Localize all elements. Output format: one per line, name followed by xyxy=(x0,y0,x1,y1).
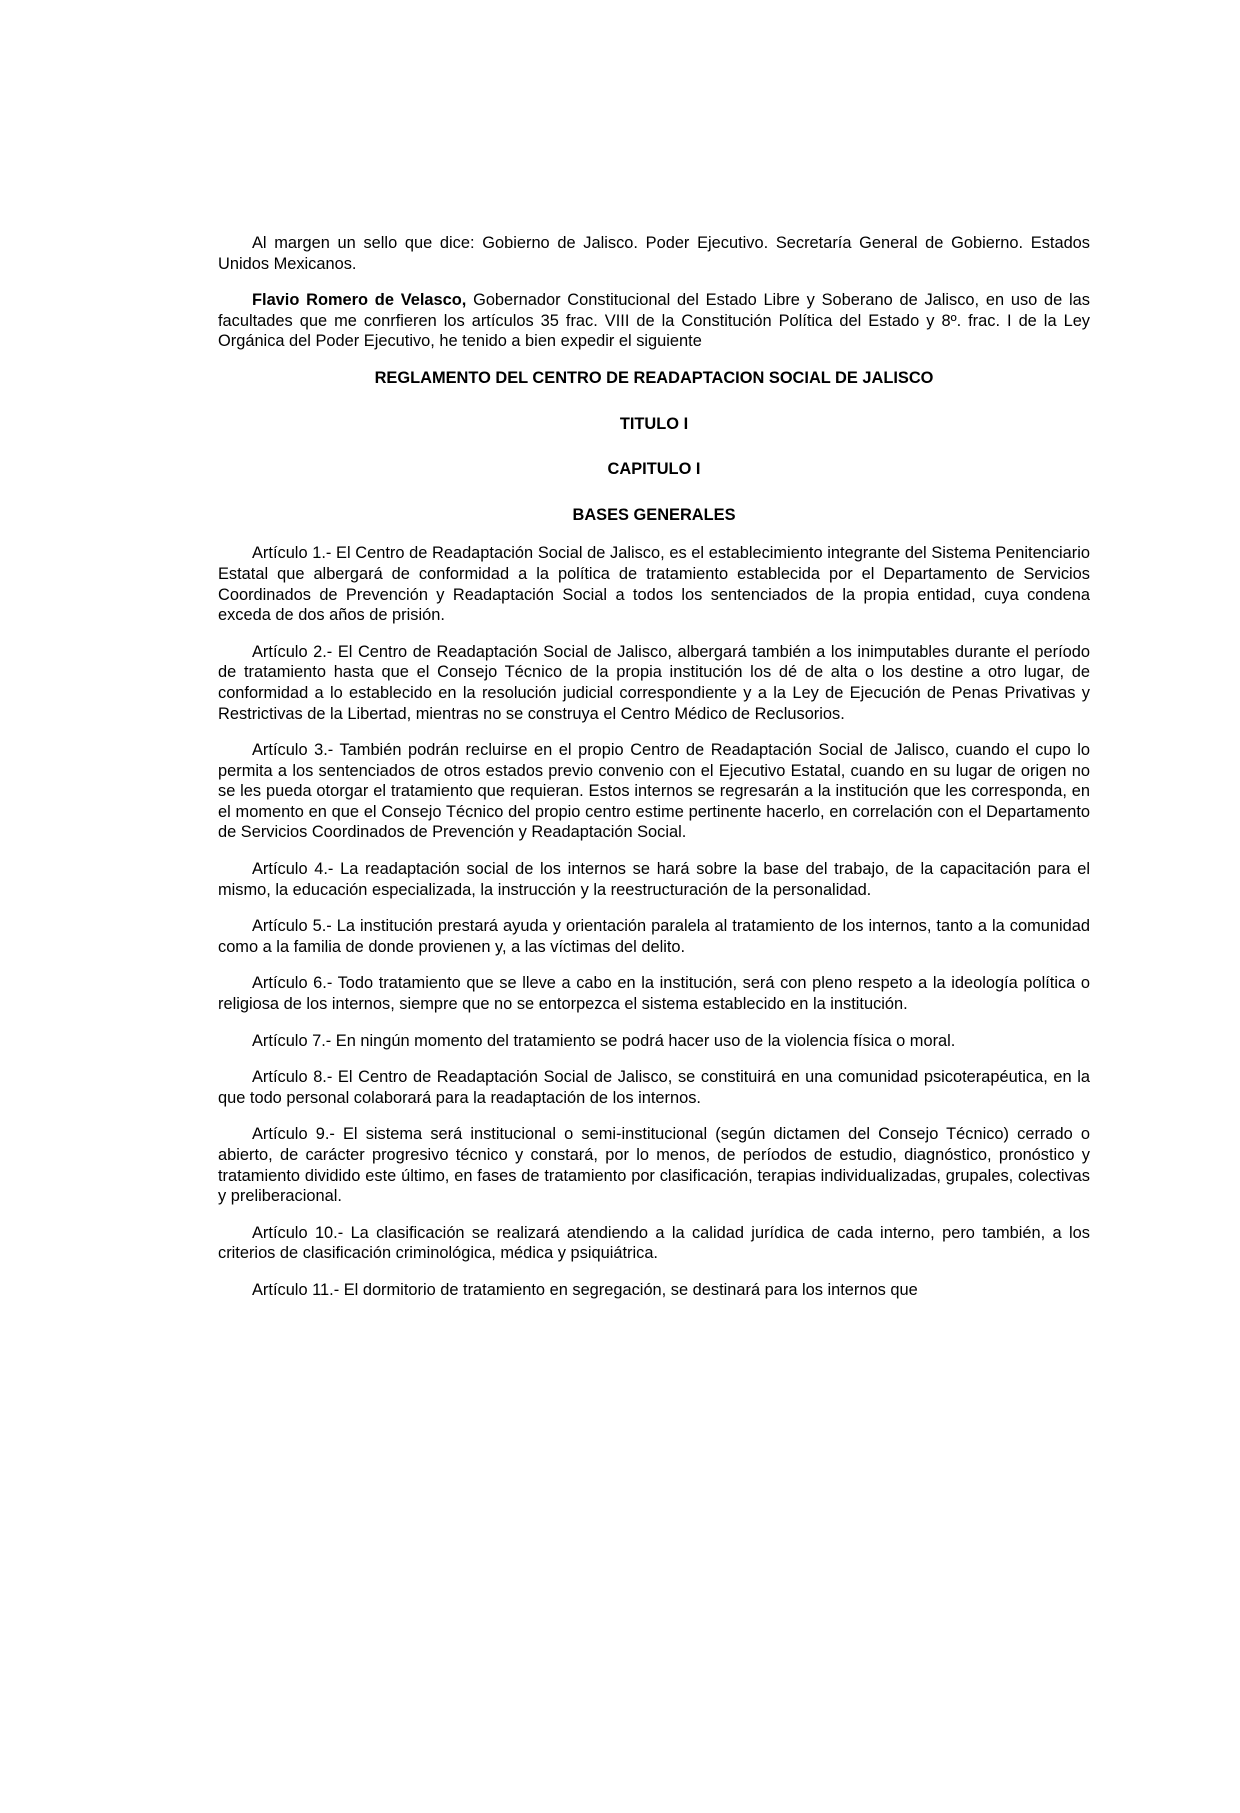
article-3: Artículo 3.- También podrán recluirse en el propio Centro de Readaptación Social de Jalisco, cuando el cupo lo permita a los sentenciados de otros estados previo convenio con el Ejecutivo Estatal, cuando en su lugar de origen no se les pueda otorgar el tratamiento que requieran. Estos internos se regresarán a la institución que les corresponda, en el momento en que el Consejo Técnico del propio centro estime pertinente hacerlo, en correlación con el Departamento de Servicios Coordinados de Prevención y Readaptación Social. xyxy=(218,741,1090,842)
article-4: Artículo 4.- La readaptación social de los internos se hará sobre la base del trabajo, de la capacitación para el mismo, la educación especializada, la instrucción y la reestructuración de la personalidad. xyxy=(218,860,1090,899)
governor-preamble xyxy=(218,290,1090,352)
document-body xyxy=(218,233,1090,1317)
article-11: Artículo 11.- El dormitorio de tratamiento en segregación, se destinará para los internos que xyxy=(252,1280,918,1299)
article-7: Artículo 7.- En ningún momento del tratamiento se podrá hacer uso de la violencia física o moral. xyxy=(252,1031,956,1050)
article-10: Artículo 10.- La clasificación se realizará atendiendo a la calidad jurídica de cada interno, pero también, a los criterios de clasificación criminológica, médica y psiquiátrica. xyxy=(218,1223,1090,1263)
chapter-name: BASES GENERALES xyxy=(572,505,736,524)
margin-note: Al margen un sello que dice: Gobierno de Jalisco. Poder Ejecutivo. Secretaría General de Gobierno. Estados Unidos Mexicanos. xyxy=(218,234,1090,273)
article-1: Artículo 1.- El Centro de Readaptación Social de Jalisco, es el establecimiento integrante del Sistema Penitenciario Estatal que albergará de conformidad a la política de tratamiento establecida por el Departamento de Servicios Coordinados de Prevención y Readaptación Social a todos los sentenciados de la propia entidad, cuya condena exceda de dos años de prisión. xyxy=(218,544,1090,625)
article-6: Artículo 6.- Todo tratamiento que se lleve a cabo en la institución, será con pleno respeto a la ideología política o religiosa de los internos, siempre que no se entorpezca el sistema establecido en la institución. xyxy=(218,974,1090,1014)
article-9: Artículo 9.- El sistema será institucional o semi-institucional (según dictamen del Consejo Técnico) cerrado o abierto, de carácter progresivo técnico y constará, por lo menos, de períodos de estudio, diagnóstico, pronóstico y tratamiento dividido este último, en fases de tratamiento por clasificación, terapias individualizadas, grupales, colectivas y preliberacional. xyxy=(218,1125,1090,1206)
article-2: Artículo 2.- El Centro de Readaptación Social de Jalisco, albergará también a los inimputables durante el período de tratamiento hasta que el Consejo Técnico de la propia institución los dé de alta o los destine a otro lugar, de conformidad a lo establecido en la resolución judicial correspondiente y a la Ley de Ejecución de Penas Privativas y Restrictivas de la Libertad, mientras no se construya el Centro Médico de Reclusorios. xyxy=(218,642,1090,723)
governor-name: Flavio Romero de Velasco, xyxy=(252,291,467,310)
governor-text: Gobernador Constitucional del Estado Libre y Soberano de Jalisco, en uso de las facultades que me conrfieren los artículos 35 frac. VIII de la Constitución Política del Estado y 8º. frac. I de la Ley Orgánica del Poder Ejecutivo, he tenido a bien expedir el siguiente xyxy=(218,291,1090,351)
title-heading: TITULO I xyxy=(619,414,689,433)
chapter-heading: CAPITULO I xyxy=(607,460,701,479)
article-8: Artículo 8.- El Centro de Readaptación Social de Jalisco, se constituirá en una comunidad psicoterapéutica, en la que todo personal colaborará para la readaptación de los internos. xyxy=(218,1068,1090,1107)
regulation-title: REGLAMENTO DEL CENTRO DE READAPTACION SOCIAL DE JALISCO xyxy=(374,368,934,387)
article-5: Artículo 5.- La institución prestará ayuda y orientación paralela al tratamiento de los internos, tanto a la comunidad como a la familia de donde provienen y, a las víctimas del delito. xyxy=(218,917,1090,956)
